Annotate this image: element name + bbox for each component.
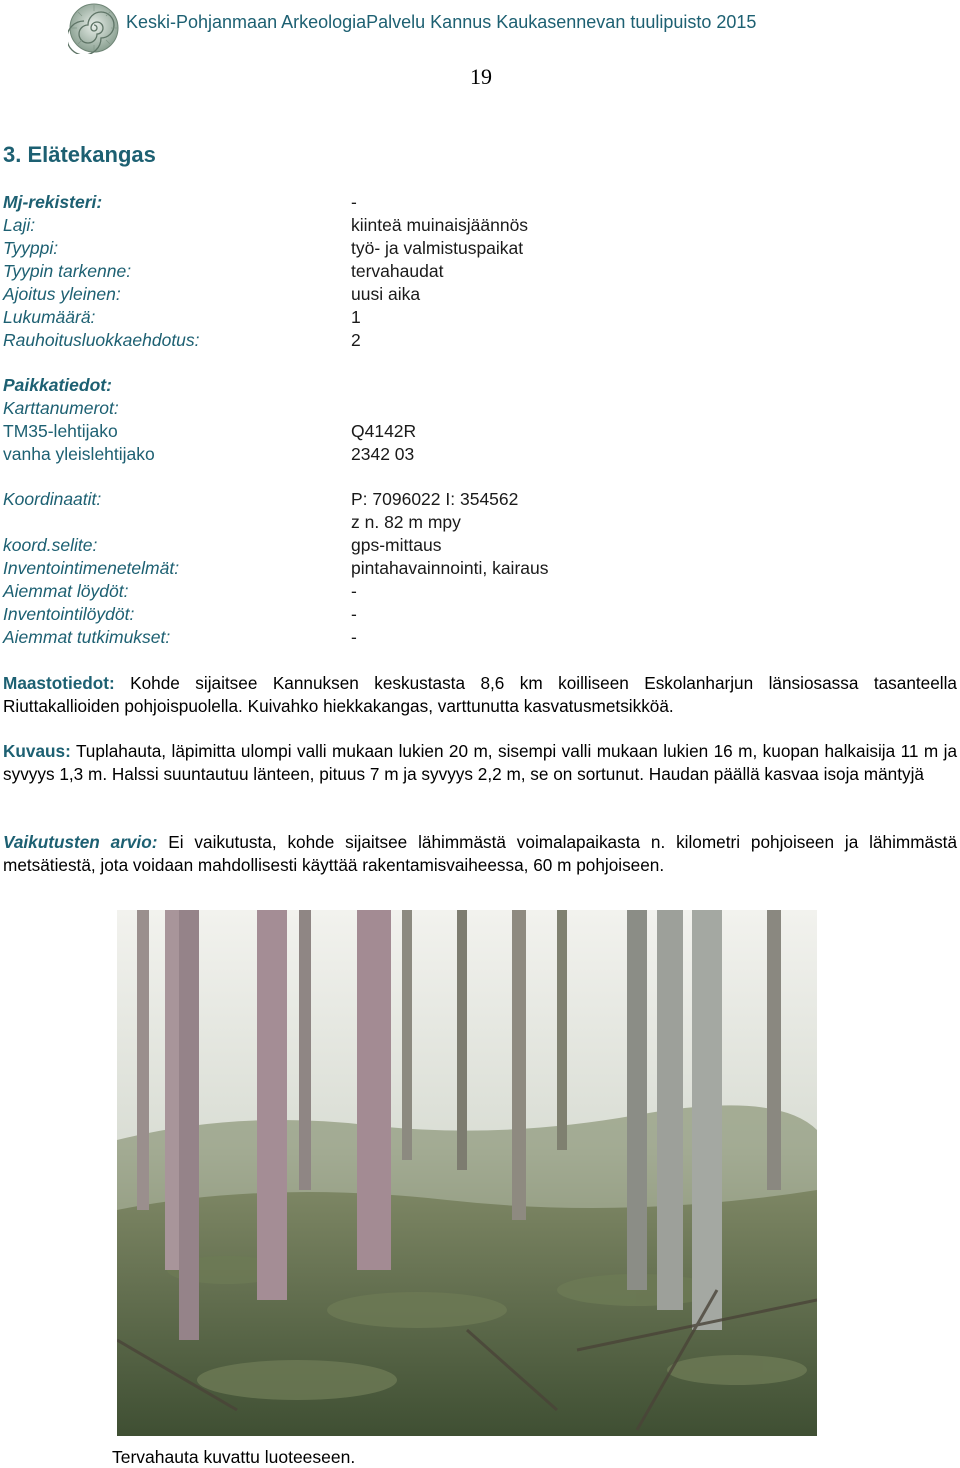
- kuvaus-label: Kuvaus:: [3, 741, 71, 761]
- mj-rekisteri-value: -: [351, 192, 357, 212]
- forest-photo: [117, 910, 817, 1436]
- tyypin-tarkenne-value: tervahaudat: [351, 261, 444, 281]
- ajoitus-value: uusi aika: [351, 284, 421, 304]
- koordinaatit-label: Koordinaatit:: [3, 489, 102, 509]
- laji-label: Laji:: [3, 215, 36, 235]
- koord-selite-value: gps-mittaus: [351, 535, 442, 555]
- rauhoitusluokka-value: 2: [351, 330, 361, 350]
- rauhoitusluokka-label: Rauhoitusluokkaehdotus:: [3, 330, 200, 350]
- aiemmat-tutkimukset-value: -: [351, 627, 357, 647]
- maastotiedot-label: Maastotiedot:: [3, 673, 115, 693]
- inventointimenetelmat-value: pintahavainnointi, kairaus: [351, 558, 549, 578]
- ammonite-logo-icon: [68, 2, 120, 54]
- tyypin-tarkenne-label: Tyypin tarkenne:: [3, 261, 132, 281]
- inventointiloydot-label: Inventointilöydöt:: [3, 604, 135, 624]
- ajoitus-label: Ajoitus yleinen:: [3, 284, 121, 304]
- tyyppi-value: työ- ja valmistuspaikat: [351, 238, 524, 258]
- koord-selite-label: koord.selite:: [3, 535, 98, 555]
- inventointimenetelmat-label: Inventointimenetelmät:: [3, 558, 180, 578]
- page-number: 19: [470, 64, 492, 89]
- vaikutusten-arvio-label: Vaikutusten arvio:: [3, 832, 158, 852]
- korkeus-value: z n. 82 m mpy: [351, 512, 461, 532]
- aiemmat-loydot-value: -: [351, 581, 357, 601]
- mj-rekisteri-label: Mj-rekisteri:: [3, 192, 103, 212]
- maastotiedot-paragraph: [3, 672, 957, 718]
- kuvaus-text: Tuplahauta, läpimitta ulompi valli mukaan lukien 20 m, sisempi valli mukaan lukien 16 m, kuopan halkaisija 11 m ja syvyys 1,3 m. Halssi suuntautuu länteen, pituus 7 m ja syvyys 2,2 m, se on sortunut. Haudan päällä kasvaa isoja mäntyjä: [3, 741, 957, 785]
- tyyppi-label: Tyyppi:: [3, 238, 59, 258]
- laji-value: kiinteä muinaisjäännös: [351, 215, 529, 235]
- vaikutusten-arvio-text: Ei vaikutusta, kohde sijaitsee lähimmästä voimalapaikasta n. kilometri pohjoiseen ja lähimmästä metsätiestä, jota voidaan mahdollisesti käyttää rakentamisvaiheessa, 60 m pohjoiseen.: [3, 832, 958, 876]
- kuvaus-paragraph: [3, 740, 957, 786]
- vanha-yleislehtijako-value: 2342 03: [351, 444, 415, 464]
- aiemmat-tutkimukset-label: Aiemmat tutkimukset:: [3, 627, 171, 647]
- koordinaatit-value: P: 7096022 I: 354562: [351, 489, 519, 509]
- page-header: [0, 0, 960, 58]
- paikkatiedot-heading: Paikkatiedot:: [3, 375, 112, 395]
- header-title: Keski-Pohjanmaan ArkeologiaPalvelu Kannus Kaukasennevan tuulipuisto 2015: [126, 12, 757, 32]
- photo-caption: Tervahauta kuvattu luoteeseen.: [112, 1447, 356, 1467]
- vaikutusten-arvio-paragraph: [3, 831, 957, 877]
- tm35-label: TM35-lehtijako: [3, 421, 118, 441]
- inventointiloydot-value: -: [351, 604, 357, 624]
- tm35-value: Q4142R: [351, 421, 417, 441]
- lukumaara-value: 1: [351, 307, 361, 327]
- vanha-yleislehtijako-label: vanha yleislehtijako: [3, 444, 155, 464]
- lukumaara-label: Lukumäärä:: [3, 307, 96, 327]
- maastotiedot-text: Kohde sijaitsee Kannuksen keskustasta 8,6 km koilliseen Eskolanharjun länsiosassa tasanteella Riuttakallioiden pohjoispuolella. Kuivahko hiekkakangas, varttunutta kasvatusmetsikköä.: [3, 673, 957, 717]
- page-title: 3. Elätekangas: [3, 142, 156, 167]
- karttanumerot-label: Karttanumerot:: [3, 398, 119, 418]
- aiemmat-loydot-label: Aiemmat löydöt:: [3, 581, 129, 601]
